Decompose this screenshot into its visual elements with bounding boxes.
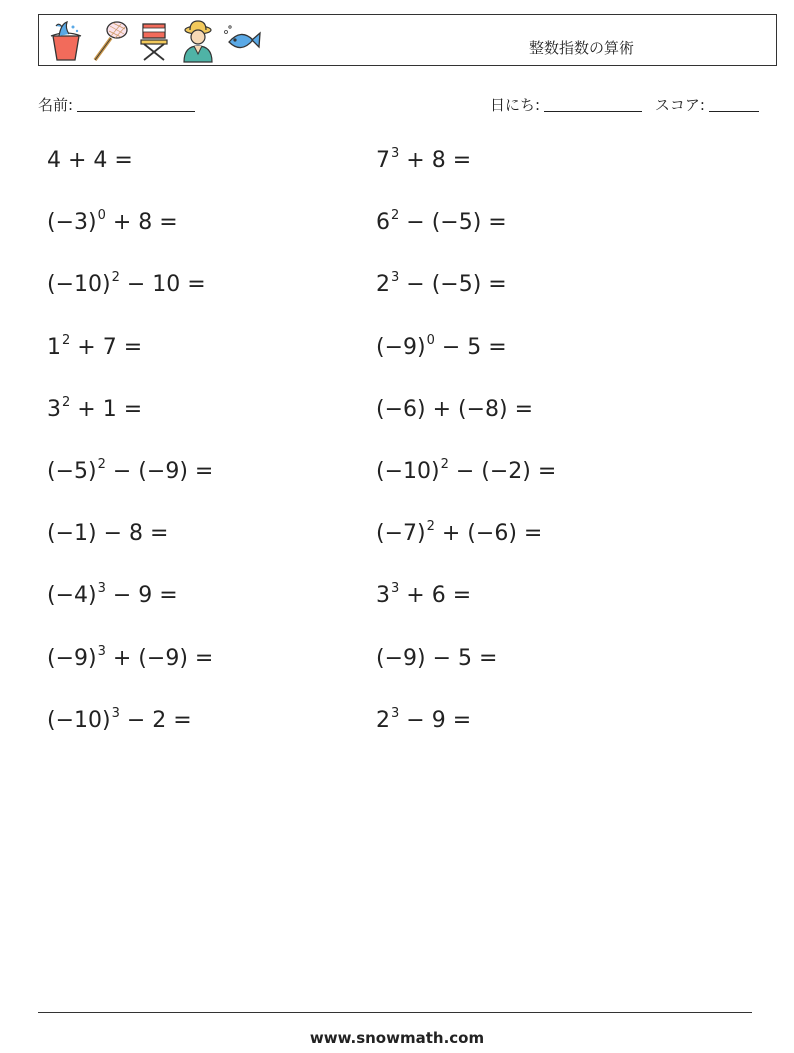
score-label: スコア: — [654, 96, 705, 114]
problem-base: 3 — [47, 396, 61, 422]
problem-exponent: 3 — [391, 705, 400, 721]
date-blank[interactable] — [544, 96, 642, 112]
problem-rest: − (−9) = — [105, 459, 214, 484]
problem-exponent: 0 — [97, 208, 106, 224]
problem-exponent: 2 — [62, 394, 71, 410]
problem-right-2 — [376, 210, 507, 235]
problem-left-1 — [47, 148, 133, 173]
problem-base: 6 — [376, 210, 390, 236]
problem-rest: + (−6) = — [434, 521, 543, 547]
problem-left-2 — [47, 210, 178, 235]
problem-exponent: 3 — [391, 146, 400, 161]
problem-base: (−7) — [376, 521, 426, 547]
header-icons — [47, 18, 261, 64]
problem-rest: + (−8) = — [425, 396, 534, 422]
problem-left-8 — [47, 583, 178, 608]
problem-base: (−9) — [376, 645, 426, 671]
problem-exponent: 2 — [62, 332, 71, 348]
problem-exponent: 0 — [426, 332, 435, 348]
problem-rest: + (−9) = — [105, 645, 214, 671]
problem-rest: − (−5) = — [399, 272, 507, 298]
problem-right-7 — [376, 521, 542, 546]
problem-base: (−3) — [47, 210, 97, 236]
problem-right-4 — [376, 332, 507, 360]
fisherman-icon — [179, 18, 217, 64]
problem-rest: + 4 = — [61, 148, 133, 173]
problem-base: (−10) — [47, 272, 111, 298]
problem-base: (−9) — [47, 645, 97, 671]
problem-rest: + 1 = — [70, 396, 143, 422]
problem-rest: + 7 = — [70, 334, 143, 360]
problem-base: (−10) — [47, 707, 111, 733]
name-blank[interactable] — [77, 96, 195, 112]
fish-bucket-icon — [47, 18, 85, 64]
footer-url: www.snowmath.com — [309, 1029, 485, 1047]
problem-exponent: 3 — [391, 270, 400, 286]
fish-icon — [223, 18, 261, 64]
problem-rest: − 2 = — [119, 707, 192, 733]
problem-right-1 — [376, 148, 471, 173]
worksheet-title: 整数指数の算術 — [529, 39, 635, 57]
problem-left-6 — [47, 459, 213, 484]
problem-exponent: 3 — [111, 705, 120, 721]
problem-rest: − 10 = — [119, 272, 206, 298]
problem-left-4 — [47, 332, 143, 360]
worksheet-header — [38, 14, 777, 66]
problem-right-9 — [376, 646, 497, 671]
problem-exponent: 2 — [97, 457, 106, 472]
problem-right-10 — [376, 705, 472, 733]
problem-exponent: 2 — [426, 519, 435, 535]
problem-rest: − (−5) = — [399, 210, 507, 236]
problem-base: 3 — [376, 583, 390, 609]
problem-rest: + 6 = — [399, 583, 472, 609]
problem-base: 4 — [47, 148, 61, 173]
problem-base: 2 — [376, 272, 390, 298]
problem-right-8 — [376, 583, 471, 608]
footer-divider — [38, 1012, 752, 1013]
problem-right-3 — [376, 272, 507, 297]
problem-rest: − 5 = — [425, 645, 498, 671]
problem-exponent: 3 — [97, 581, 106, 597]
problem-rest: + 8 = — [399, 148, 472, 173]
problem-exponent: 2 — [440, 457, 449, 472]
problem-base: 7 — [376, 148, 390, 173]
problem-rest: − 9 = — [105, 583, 178, 609]
problem-left-7 — [47, 521, 168, 546]
name-field — [38, 94, 195, 115]
problem-left-10 — [47, 705, 192, 733]
problem-right-6 — [376, 459, 556, 484]
problem-base: (−9) — [376, 334, 426, 360]
camp-chair-icon — [135, 18, 173, 64]
problem-base: 1 — [47, 334, 61, 360]
problem-base: (−6) — [376, 396, 426, 422]
problem-right-5 — [376, 397, 533, 422]
problem-base: (−10) — [376, 459, 440, 484]
problem-exponent: 2 — [391, 208, 400, 224]
problem-rest: + 8 = — [105, 210, 178, 236]
problem-base: 2 — [376, 707, 390, 733]
score-blank[interactable] — [709, 96, 759, 112]
problem-left-5 — [47, 394, 143, 422]
problem-left-9 — [47, 643, 214, 671]
problem-rest: − (−2) = — [448, 459, 557, 484]
problem-left-3 — [47, 272, 206, 297]
problem-base: (−1) — [47, 521, 97, 547]
name-label: 名前: — [38, 96, 74, 114]
problem-rest: − 8 = — [96, 521, 169, 547]
date-label: 日にち: — [490, 96, 541, 114]
problem-exponent: 3 — [97, 643, 106, 659]
fishing-net-icon — [91, 18, 129, 64]
problem-rest: − 5 = — [434, 334, 507, 360]
problem-rest: − 9 = — [399, 707, 472, 733]
problem-exponent: 3 — [391, 581, 400, 597]
problem-base: (−5) — [47, 459, 97, 484]
problem-base: (−4) — [47, 583, 97, 609]
date-score-fields — [490, 94, 759, 115]
problem-exponent: 2 — [111, 270, 120, 286]
